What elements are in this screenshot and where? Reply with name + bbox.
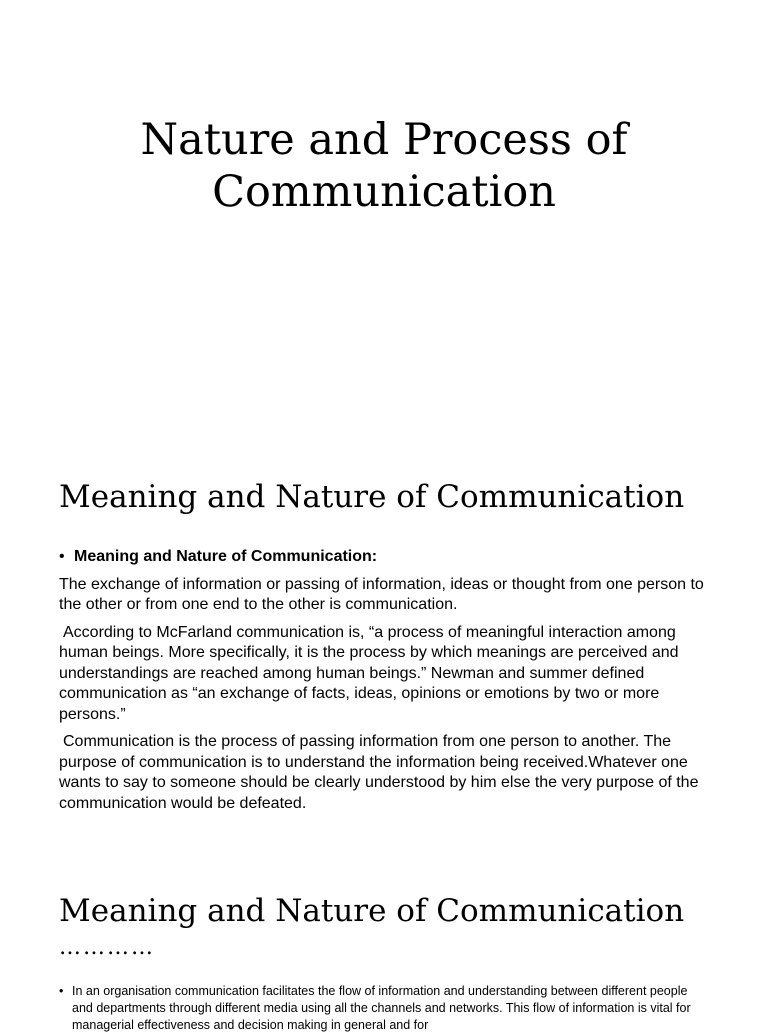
purpose-paragraph: Communication is the process of passing information from one person to another. The purpose of communication is to understand the information being received.Whatever one wants to say to someone should be clearly understood by him else the very purpose of the communication would be defeated. bbox=[59, 733, 699, 812]
title-line-1: Nature and Process of bbox=[140, 115, 628, 165]
bullet-item bbox=[59, 547, 709, 568]
bullet-marker: • bbox=[59, 548, 65, 565]
slide-heading: Meaning and Nature of Communication bbox=[59, 893, 685, 929]
presentation-title bbox=[0, 114, 768, 218]
title-slide bbox=[0, 0, 768, 414]
title-line-2: Communication bbox=[212, 167, 556, 217]
bullet-text: In an organisation communication facilitates the flow of information and understanding between different people and departments through different media using all the channels and networks. This flow of information is vital for managerial effectiveness and decision making in general and for bbox=[72, 984, 691, 1032]
definition-paragraph: The exchange of information or passing of information, ideas or thought from one person to the other or from one end to the other is communication. bbox=[59, 575, 704, 613]
mcfarland-paragraph: According to McFarland communication is, “a process of meaningful interaction among human beings. More specifically, it is the process by which meanings are perceived and understandings are reached among human beings.” Newman and summer defined communication as “an exchange of facts, ideas, opinions or emotions by two or more persons.” bbox=[59, 623, 679, 723]
meaning-continued-slide bbox=[0, 846, 768, 1032]
continuation-dots: ………… bbox=[59, 935, 155, 960]
bullet-item bbox=[59, 983, 709, 1034]
meaning-slide bbox=[0, 414, 768, 846]
slide-heading: Meaning and Nature of Communication bbox=[59, 479, 685, 515]
bullet-marker: • bbox=[59, 984, 64, 998]
slide-body bbox=[59, 983, 709, 1034]
slide-body bbox=[59, 547, 709, 821]
bullet-text: Meaning and Nature of Communication: bbox=[74, 548, 378, 565]
